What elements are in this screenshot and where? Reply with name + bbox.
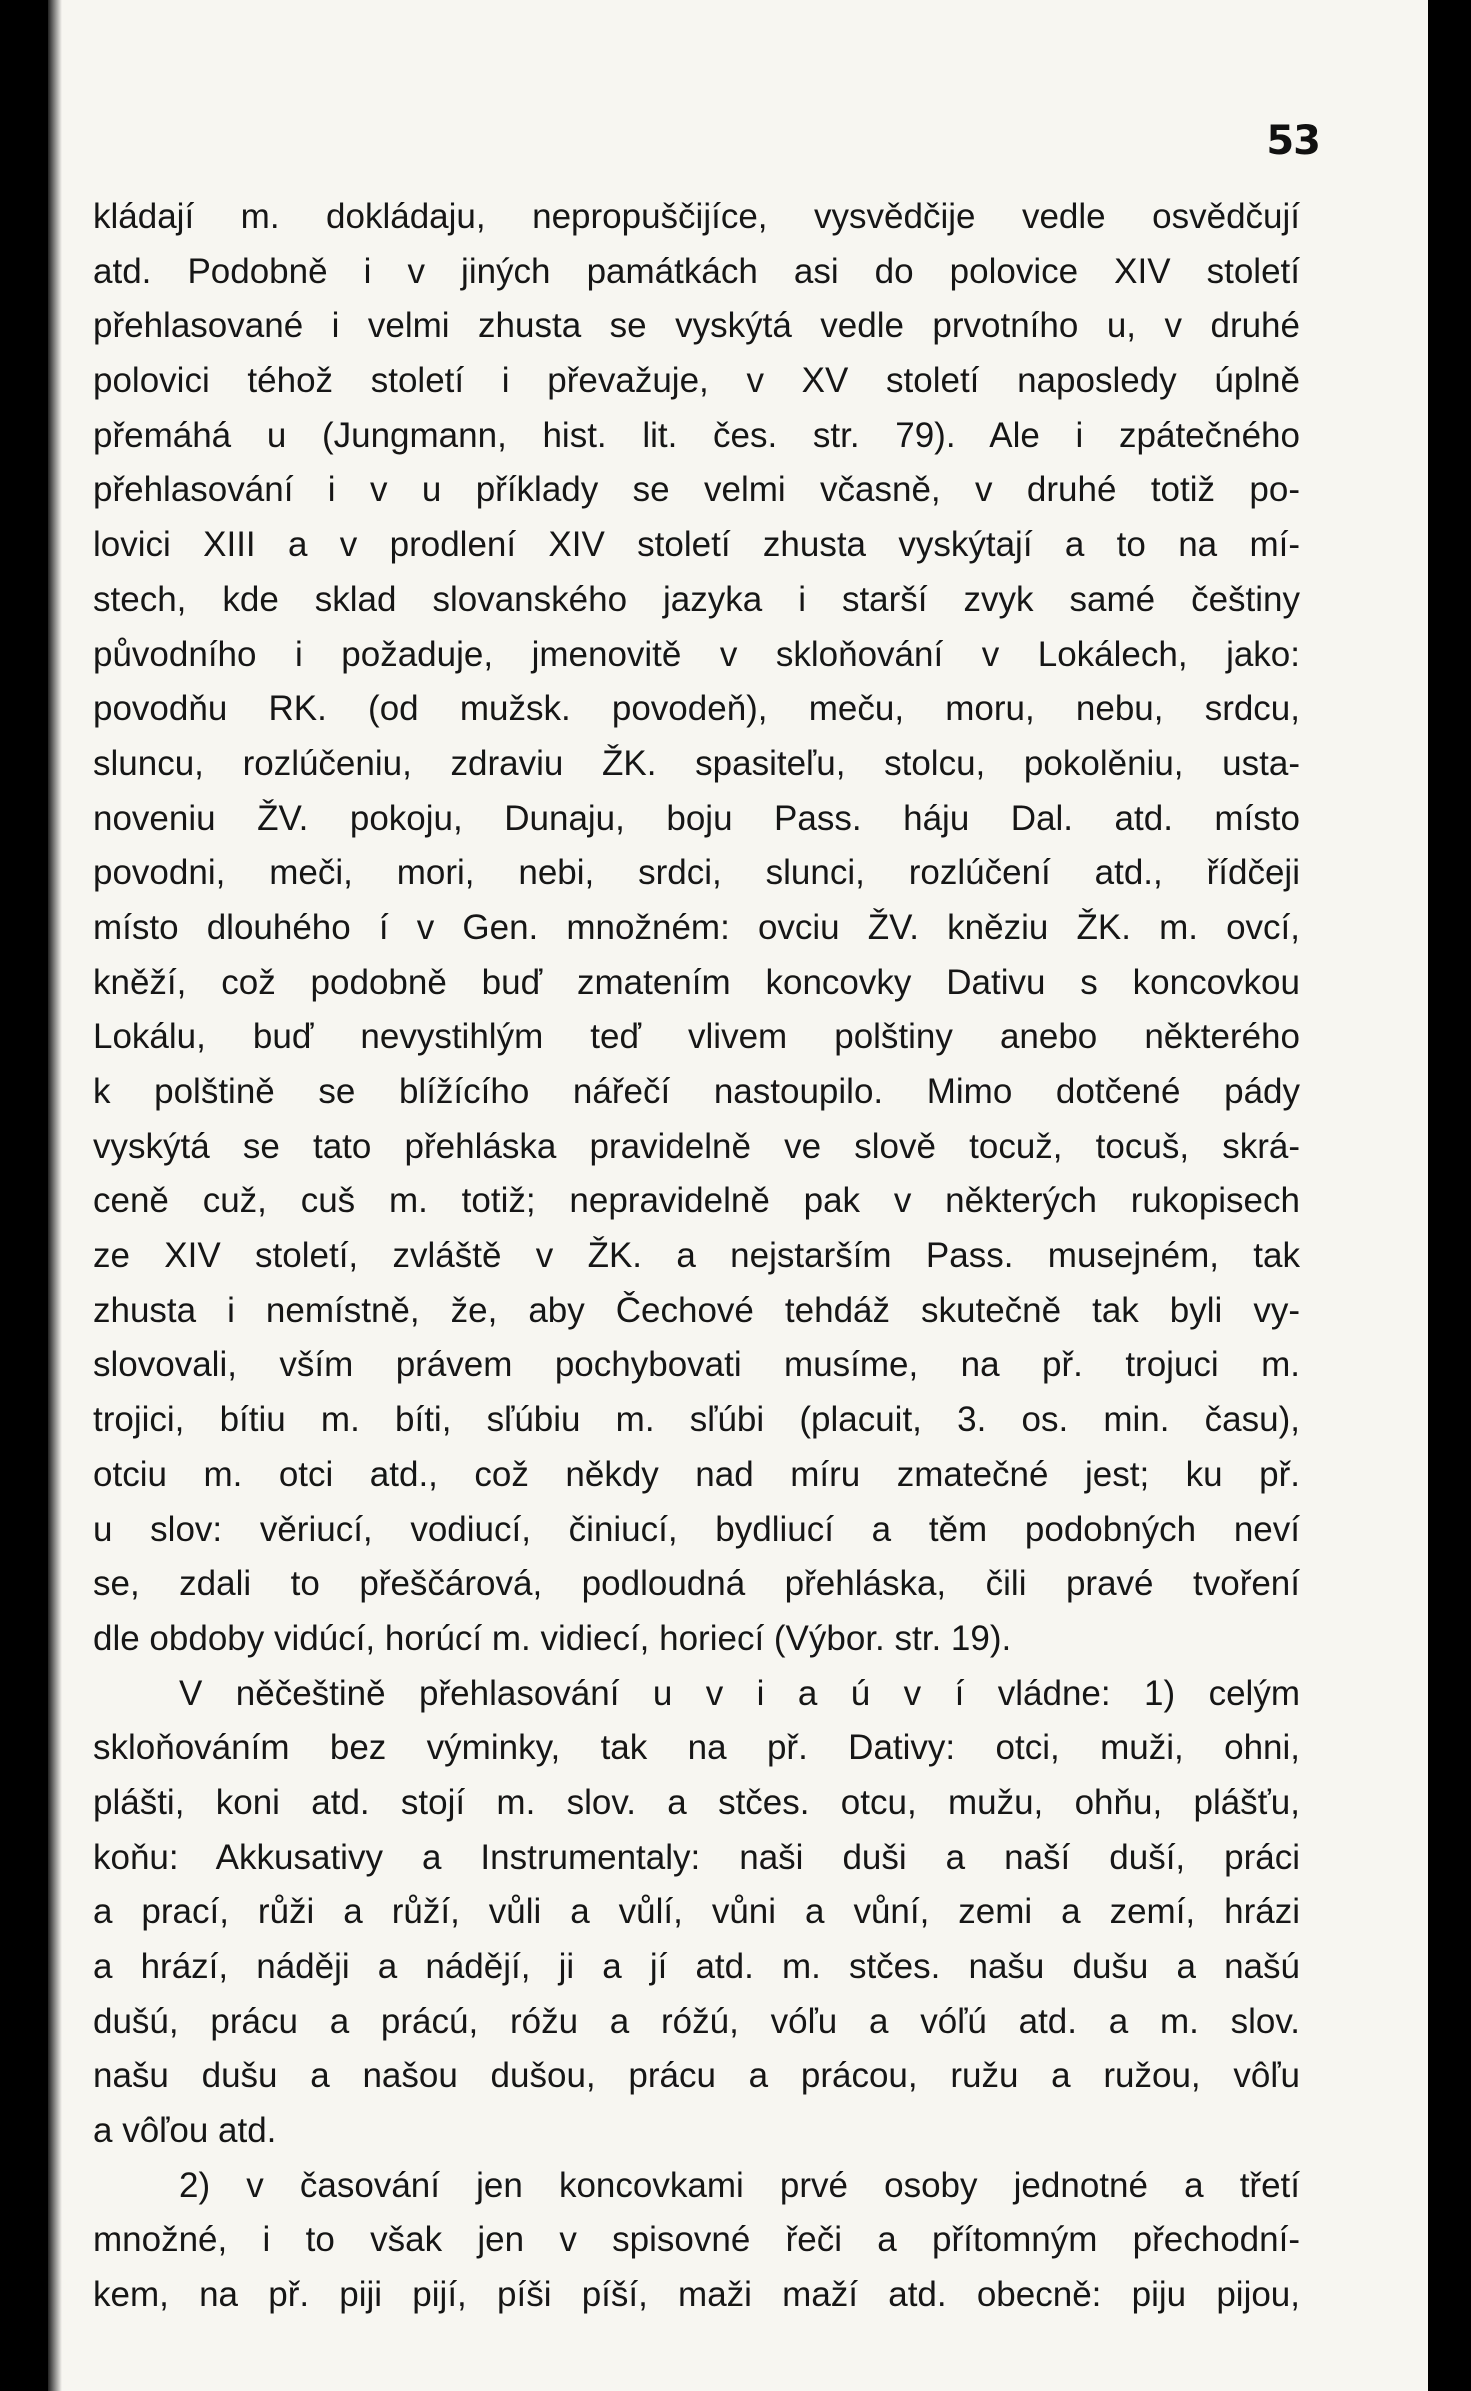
text-line: našu dušu a našou dušou, prácu a prácou, ružu a ružou, vôľu: [93, 2056, 1300, 2096]
text-line: přehlasované i velmi zhusta se vyskýtá vedle prvotního u, v druhé: [93, 306, 1300, 346]
text-line: povodňu RK. (od mužsk. povodeň), meču, moru, nebu, srdcu,: [93, 689, 1300, 729]
text-line: a vôľou atd.: [93, 2111, 277, 2151]
text-line: Lokálu, buď nevystihlým teď vlivem polštiny anebo některého: [93, 1017, 1300, 1057]
text-line: původního i požaduje, jmenovitě v skloňování v Lokálech, jako:: [93, 634, 1300, 674]
body-text: [93, 190, 1300, 2323]
text-line: slovovali, vším právem pochybovati musíme, na př. trojuci m.: [93, 1345, 1300, 1385]
text-line: polovici téhož století i převažuje, v XV století naposledy úplně: [93, 361, 1300, 401]
text-line: trojici, bítiu m. bíti, sľúbiu m. sľúbi (placuit, 3. os. min. času),: [93, 1400, 1300, 1440]
text-line: koňu: Akkusativy a Instrumentaly: naši duši a naší duší, práci: [93, 1837, 1300, 1877]
text-line: vyskýtá se tato přehláska pravidelně ve slově tocuž, tocuš, skrá-: [93, 1126, 1300, 1166]
text-line: lovici XIII a v prodlení XIV století zhusta vyskýtají a to na mí-: [93, 525, 1300, 565]
text-line: sluncu, rozlúčeniu, zdraviu ŽK. spasiteľu, stolcu, pokolěniu, usta-: [93, 743, 1300, 783]
text-line: ze XIV století, zvláště v ŽK. a nejstarším Pass. musejném, tak: [93, 1236, 1300, 1276]
text-line: noveniu ŽV. pokoju, Dunaju, boju Pass. háju Dal. atd. místo: [93, 798, 1300, 838]
text-line: přemáhá u (Jungmann, hist. lit. čes. str. 79). Ale i zpátečného: [93, 415, 1300, 455]
text-line: a hrází, náději a nádějí, ji a jí atd. m. stčes. našu dušu a našú: [93, 1947, 1300, 1986]
text-line: skloňováním bez výminky, tak na př. Dativy: otci, muži, ohni,: [93, 1728, 1300, 1768]
text-line: a prací, růži a růží, vůli a vůlí, vůni a vůní, zemi a zemí, hrázi: [93, 1892, 1300, 1932]
text-line: u slov: věriucí, vodiucí, činiucí, bydliucí a těm podobných neví: [93, 1509, 1300, 1549]
text-line: V něčeštině přehlasování u v i a ú v í vládne: 1) celým: [179, 1673, 1300, 1713]
text-line: místo dlouhého í v Gen. množném: ovciu ŽV. kněziu ŽK. m. ovcí,: [93, 907, 1300, 947]
text-line: kněží, což podobně buď zmatením koncovky Dativu s koncovkou: [93, 962, 1300, 1002]
text-line: kládají m. dokládaju, nepropuščijíce, vysvědčije vedle osvědčují: [93, 197, 1300, 236]
text-line: kem, na př. piji pijí, píši píší, maži maží atd. obecně: piju pijou,: [93, 2275, 1300, 2315]
text-line: plášti, koni atd. stojí m. slov. a stčes. otcu, mužu, ohňu, plášťu,: [93, 1782, 1300, 1822]
text-line: množné, i to však jen v spisovné řeči a přítomným přechodní-: [93, 2220, 1300, 2260]
text-line: dle obdoby vidúcí, horúcí m. vidiecí, horiecí (Výbor. str. 19).: [93, 1618, 1012, 1658]
text-line: stech, kde sklad slovanského jazyka i starší zvyk samé češtiny: [93, 579, 1300, 619]
text-line: ceně cuž, cuš m. totiž; nepravidelně pak v některých rukopisech: [93, 1181, 1300, 1221]
text-line: otciu m. otci atd., což někdy nad míru zmatečné jest; ku př.: [93, 1454, 1300, 1494]
text-line: k polštině se blížícího nářečí nastoupilo. Mimo dotčené pády: [93, 1072, 1300, 1111]
text-line: přehlasování i v u příklady se velmi včasně, v druhé totiž po-: [93, 470, 1300, 510]
text-line: se, zdali to přeščárová, podloudná přehláska, čili pravé tvoření: [93, 1564, 1300, 1604]
page-gutter-shadow: [48, 0, 62, 2391]
text-line: dušú, prácu a prácú, róžu a róžú, vóľu a vóľú atd. a m. slov.: [93, 2001, 1300, 2041]
text-line: povodni, meči, mori, nebi, srdci, slunci, rozlúčení atd., řídčeji: [93, 853, 1300, 893]
text-line: zhusta i nemístně, že, aby Čechové tehdáž skutečně tak byli vy-: [93, 1290, 1300, 1330]
text-line: 2) v časování jen koncovkami prvé osoby jednotné a třetí: [179, 2165, 1300, 2205]
page-number: 53: [1266, 118, 1320, 164]
text-line: atd. Podobně i v jiných památkách asi do polovice XIV století: [93, 251, 1300, 291]
